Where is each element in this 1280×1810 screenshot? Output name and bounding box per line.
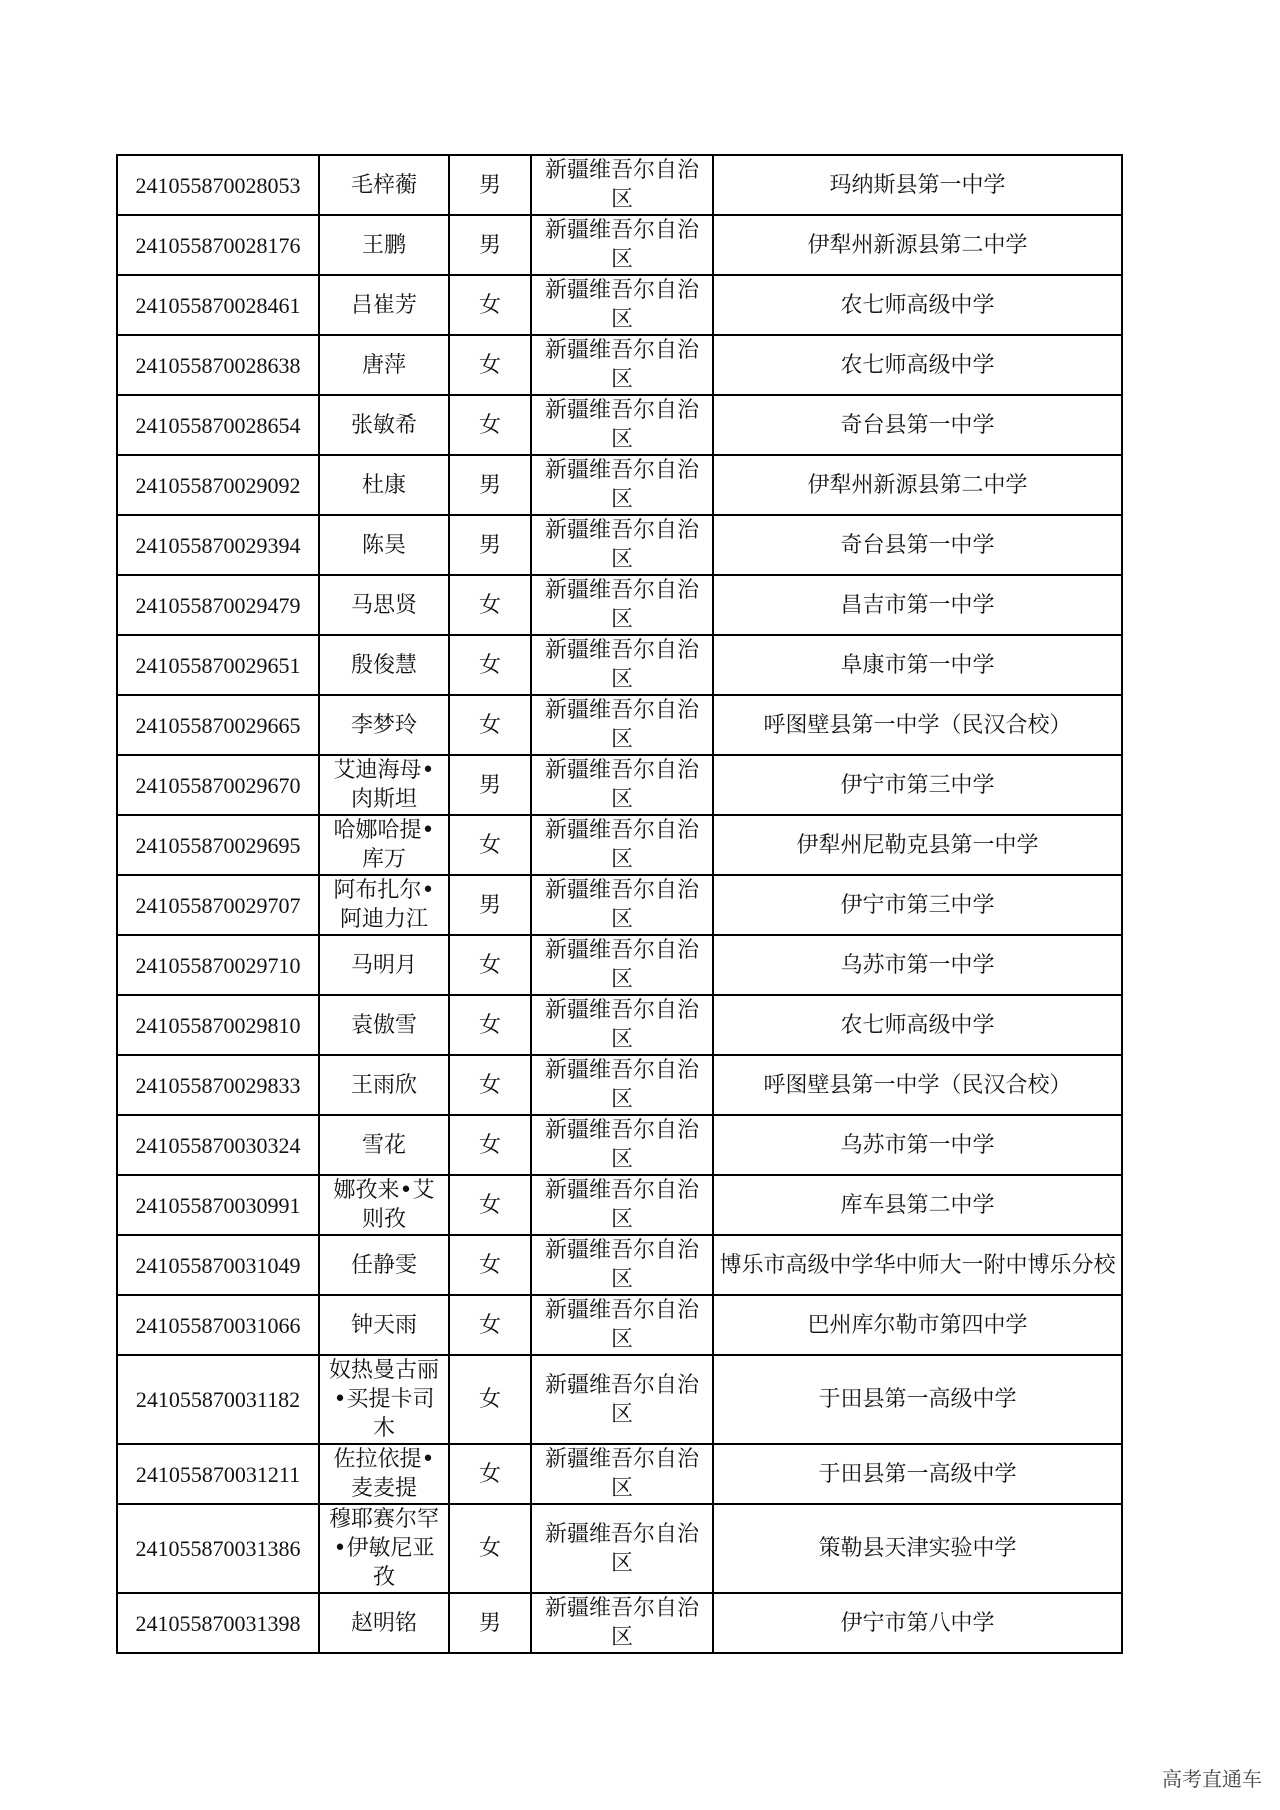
cell-candidate-id: 241055870029833	[117, 1055, 319, 1115]
cell-gender: 女	[449, 695, 531, 755]
cell-school: 伊犁州尼勒克县第一中学	[713, 815, 1122, 875]
cell-candidate-id: 241055870028053	[117, 155, 319, 215]
cell-candidate-id: 241055870029670	[117, 755, 319, 815]
cell-candidate-id: 241055870029665	[117, 695, 319, 755]
table-row	[117, 875, 1122, 935]
cell-candidate-id: 241055870031386	[117, 1504, 319, 1593]
cell-school: 巴州库尔勒市第四中学	[713, 1295, 1122, 1355]
cell-region: 新疆维吾尔自治区	[531, 155, 713, 215]
cell-gender: 男	[449, 755, 531, 815]
cell-school: 农七师高级中学	[713, 275, 1122, 335]
cell-candidate-id: 241055870029810	[117, 995, 319, 1055]
table-row	[117, 1355, 1122, 1444]
cell-candidate-id: 241055870029479	[117, 575, 319, 635]
cell-region: 新疆维吾尔自治区	[531, 875, 713, 935]
cell-region: 新疆维吾尔自治区	[531, 215, 713, 275]
table-row	[117, 1295, 1122, 1355]
table-row	[117, 1235, 1122, 1295]
cell-region: 新疆维吾尔自治区	[531, 335, 713, 395]
table-row	[117, 1593, 1122, 1653]
cell-name: 哈娜哈提•库万	[319, 815, 449, 875]
cell-candidate-id: 241055870031182	[117, 1355, 319, 1444]
cell-region: 新疆维吾尔自治区	[531, 275, 713, 335]
cell-gender: 女	[449, 1295, 531, 1355]
cell-name: 雪花	[319, 1115, 449, 1175]
cell-school: 乌苏市第一中学	[713, 1115, 1122, 1175]
cell-gender: 女	[449, 575, 531, 635]
cell-name: 马明月	[319, 935, 449, 995]
cell-candidate-id: 241055870029092	[117, 455, 319, 515]
cell-name: 王鹏	[319, 215, 449, 275]
cell-region: 新疆维吾尔自治区	[531, 1115, 713, 1175]
table-row	[117, 155, 1122, 215]
cell-region: 新疆维吾尔自治区	[531, 1444, 713, 1504]
cell-name: 吕崔芳	[319, 275, 449, 335]
cell-region: 新疆维吾尔自治区	[531, 455, 713, 515]
cell-region: 新疆维吾尔自治区	[531, 575, 713, 635]
table-row	[117, 1115, 1122, 1175]
cell-name: 艾迪海母•肉斯坦	[319, 755, 449, 815]
cell-region: 新疆维吾尔自治区	[531, 1295, 713, 1355]
cell-school: 伊犁州新源县第二中学	[713, 215, 1122, 275]
cell-candidate-id: 241055870031398	[117, 1593, 319, 1653]
cell-school: 呼图壁县第一中学（民汉合校）	[713, 1055, 1122, 1115]
cell-candidate-id: 241055870030324	[117, 1115, 319, 1175]
cell-school: 农七师高级中学	[713, 995, 1122, 1055]
cell-name: 娜孜来•艾则孜	[319, 1175, 449, 1235]
cell-region: 新疆维吾尔自治区	[531, 1055, 713, 1115]
cell-region: 新疆维吾尔自治区	[531, 635, 713, 695]
cell-gender: 女	[449, 635, 531, 695]
cell-gender: 女	[449, 395, 531, 455]
cell-region: 新疆维吾尔自治区	[531, 755, 713, 815]
table-row	[117, 755, 1122, 815]
table-row	[117, 1055, 1122, 1115]
cell-school: 伊犁州新源县第二中学	[713, 455, 1122, 515]
cell-region: 新疆维吾尔自治区	[531, 815, 713, 875]
cell-name: 佐拉依提•麦麦提	[319, 1444, 449, 1504]
cell-school: 博乐市高级中学华中师大一附中博乐分校	[713, 1235, 1122, 1295]
cell-candidate-id: 241055870030991	[117, 1175, 319, 1235]
cell-candidate-id: 241055870029695	[117, 815, 319, 875]
cell-gender: 女	[449, 935, 531, 995]
table-row	[117, 335, 1122, 395]
table-row	[117, 995, 1122, 1055]
cell-name: 钟天雨	[319, 1295, 449, 1355]
cell-school: 奇台县第一中学	[713, 395, 1122, 455]
cell-gender: 女	[449, 275, 531, 335]
cell-name: 李梦玲	[319, 695, 449, 755]
cell-name: 任静雯	[319, 1235, 449, 1295]
cell-school: 乌苏市第一中学	[713, 935, 1122, 995]
cell-gender: 女	[449, 335, 531, 395]
table-row	[117, 1444, 1122, 1504]
cell-school: 农七师高级中学	[713, 335, 1122, 395]
cell-school: 于田县第一高级中学	[713, 1444, 1122, 1504]
table-body	[117, 155, 1122, 1653]
cell-region: 新疆维吾尔自治区	[531, 995, 713, 1055]
cell-region: 新疆维吾尔自治区	[531, 1504, 713, 1593]
cell-gender: 女	[449, 1115, 531, 1175]
watermark-text: 高考直通车	[1162, 1767, 1262, 1791]
cell-name: 奴热曼古丽•买提卡司木	[319, 1355, 449, 1444]
cell-candidate-id: 241055870031211	[117, 1444, 319, 1504]
cell-name: 陈昊	[319, 515, 449, 575]
cell-region: 新疆维吾尔自治区	[531, 1355, 713, 1444]
cell-candidate-id: 241055870028461	[117, 275, 319, 335]
cell-school: 伊宁市第三中学	[713, 875, 1122, 935]
cell-region: 新疆维吾尔自治区	[531, 1593, 713, 1653]
cell-name: 殷俊慧	[319, 635, 449, 695]
cell-gender: 女	[449, 1055, 531, 1115]
table-row	[117, 1175, 1122, 1235]
cell-name: 毛梓蘅	[319, 155, 449, 215]
cell-school: 奇台县第一中学	[713, 515, 1122, 575]
cell-school: 策勒县天津实验中学	[713, 1504, 1122, 1593]
cell-gender: 男	[449, 215, 531, 275]
cell-gender: 男	[449, 155, 531, 215]
cell-gender: 女	[449, 1355, 531, 1444]
cell-candidate-id: 241055870028638	[117, 335, 319, 395]
table-row	[117, 455, 1122, 515]
cell-gender: 男	[449, 515, 531, 575]
cell-gender: 男	[449, 1593, 531, 1653]
table-row	[117, 275, 1122, 335]
cell-region: 新疆维吾尔自治区	[531, 395, 713, 455]
cell-school: 库车县第二中学	[713, 1175, 1122, 1235]
cell-region: 新疆维吾尔自治区	[531, 1235, 713, 1295]
table-row	[117, 575, 1122, 635]
cell-region: 新疆维吾尔自治区	[531, 1175, 713, 1235]
cell-gender: 女	[449, 1235, 531, 1295]
table-row	[117, 1504, 1122, 1593]
cell-region: 新疆维吾尔自治区	[531, 935, 713, 995]
cell-candidate-id: 241055870028176	[117, 215, 319, 275]
table-row	[117, 635, 1122, 695]
cell-gender: 男	[449, 875, 531, 935]
cell-name: 唐萍	[319, 335, 449, 395]
cell-name: 袁傲雪	[319, 995, 449, 1055]
cell-gender: 男	[449, 455, 531, 515]
cell-candidate-id: 241055870031066	[117, 1295, 319, 1355]
cell-school: 昌吉市第一中学	[713, 575, 1122, 635]
cell-gender: 女	[449, 815, 531, 875]
cell-school: 伊宁市第三中学	[713, 755, 1122, 815]
cell-gender: 女	[449, 1444, 531, 1504]
cell-candidate-id: 241055870029651	[117, 635, 319, 695]
cell-region: 新疆维吾尔自治区	[531, 695, 713, 755]
cell-school: 呼图壁县第一中学（民汉合校）	[713, 695, 1122, 755]
cell-gender: 女	[449, 1175, 531, 1235]
table-row	[117, 935, 1122, 995]
table-row	[117, 395, 1122, 455]
cell-school: 玛纳斯县第一中学	[713, 155, 1122, 215]
table-row	[117, 815, 1122, 875]
cell-name: 王雨欣	[319, 1055, 449, 1115]
cell-gender: 女	[449, 995, 531, 1055]
cell-school: 阜康市第一中学	[713, 635, 1122, 695]
cell-candidate-id: 241055870029707	[117, 875, 319, 935]
cell-candidate-id: 241055870029710	[117, 935, 319, 995]
cell-name: 阿布扎尔•阿迪力江	[319, 875, 449, 935]
cell-gender: 女	[449, 1504, 531, 1593]
cell-name: 杜康	[319, 455, 449, 515]
cell-school: 于田县第一高级中学	[713, 1355, 1122, 1444]
table-row	[117, 695, 1122, 755]
cell-candidate-id: 241055870028654	[117, 395, 319, 455]
cell-name: 赵明铭	[319, 1593, 449, 1653]
cell-name: 穆耶赛尔罕•伊敏尼亚孜	[319, 1504, 449, 1593]
cell-school: 伊宁市第八中学	[713, 1593, 1122, 1653]
cell-candidate-id: 241055870029394	[117, 515, 319, 575]
cell-name: 张敏希	[319, 395, 449, 455]
cell-candidate-id: 241055870031049	[117, 1235, 319, 1295]
cell-name: 马思贤	[319, 575, 449, 635]
table-row	[117, 515, 1122, 575]
cell-region: 新疆维吾尔自治区	[531, 515, 713, 575]
table-row	[117, 215, 1122, 275]
admission-list-table	[116, 154, 1123, 1654]
